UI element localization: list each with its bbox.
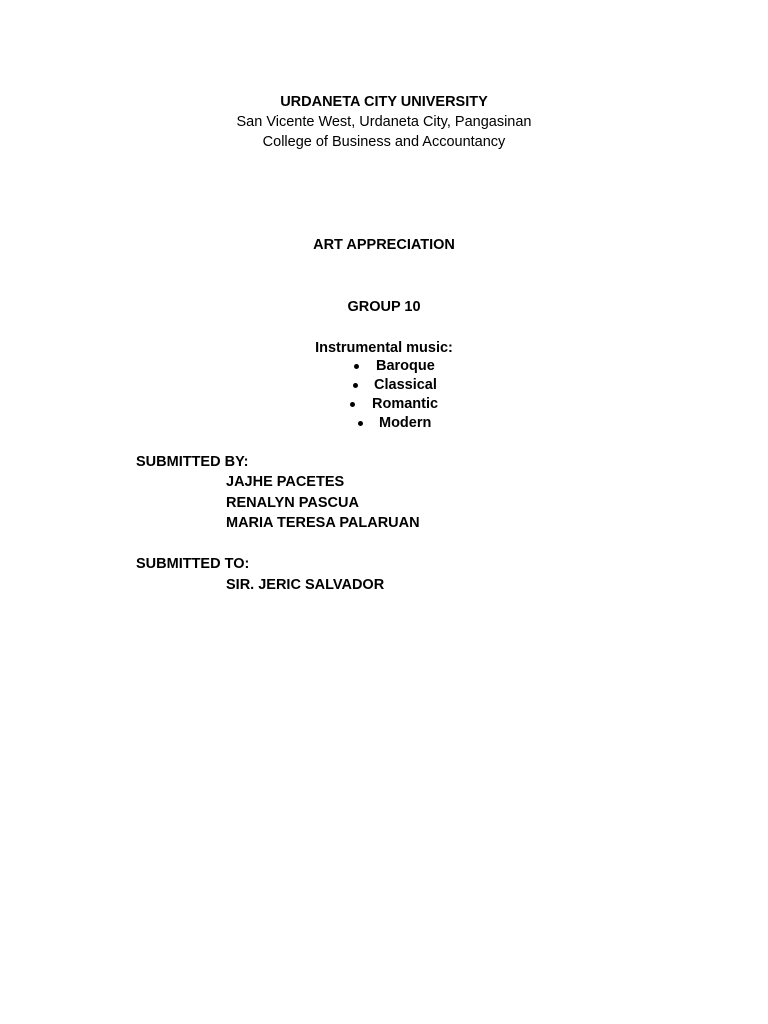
submitter-name: JAJHE PACETES (226, 474, 345, 490)
submitter-name: RENALYN PASCUA (226, 495, 359, 511)
bullet-icon (354, 364, 359, 369)
topic-item-label: Modern (379, 415, 432, 431)
university-address: San Vicente West, Urdaneta City, Pangasinan (236, 114, 532, 130)
group-label: GROUP 10 (347, 299, 421, 315)
topic-list-item (0, 376, 768, 395)
topic-item-label: Baroque (376, 358, 435, 374)
recipient-name: SIR. JERIC SALVADOR (226, 577, 385, 593)
topic-list-item (0, 357, 768, 376)
university-name: URDANETA CITY UNIVERSITY (280, 94, 488, 110)
topic-item-label: Romantic (372, 396, 439, 412)
submitted-by-label: SUBMITTED BY: (136, 454, 249, 470)
submitter-name: MARIA TERESA PALARUAN (226, 515, 420, 531)
topic-list-item (0, 414, 768, 433)
submitted-to-label: SUBMITTED TO: (136, 556, 250, 572)
bullet-icon (353, 383, 358, 388)
topic-list-item (0, 395, 768, 414)
college-name: College of Business and Accountancy (262, 134, 506, 150)
bullet-icon (350, 402, 355, 407)
topic-item-label: Classical (374, 377, 437, 393)
topic-heading: Instrumental music: (315, 340, 453, 356)
bullet-icon (358, 421, 363, 426)
subject-title: ART APPRECIATION (313, 237, 455, 253)
